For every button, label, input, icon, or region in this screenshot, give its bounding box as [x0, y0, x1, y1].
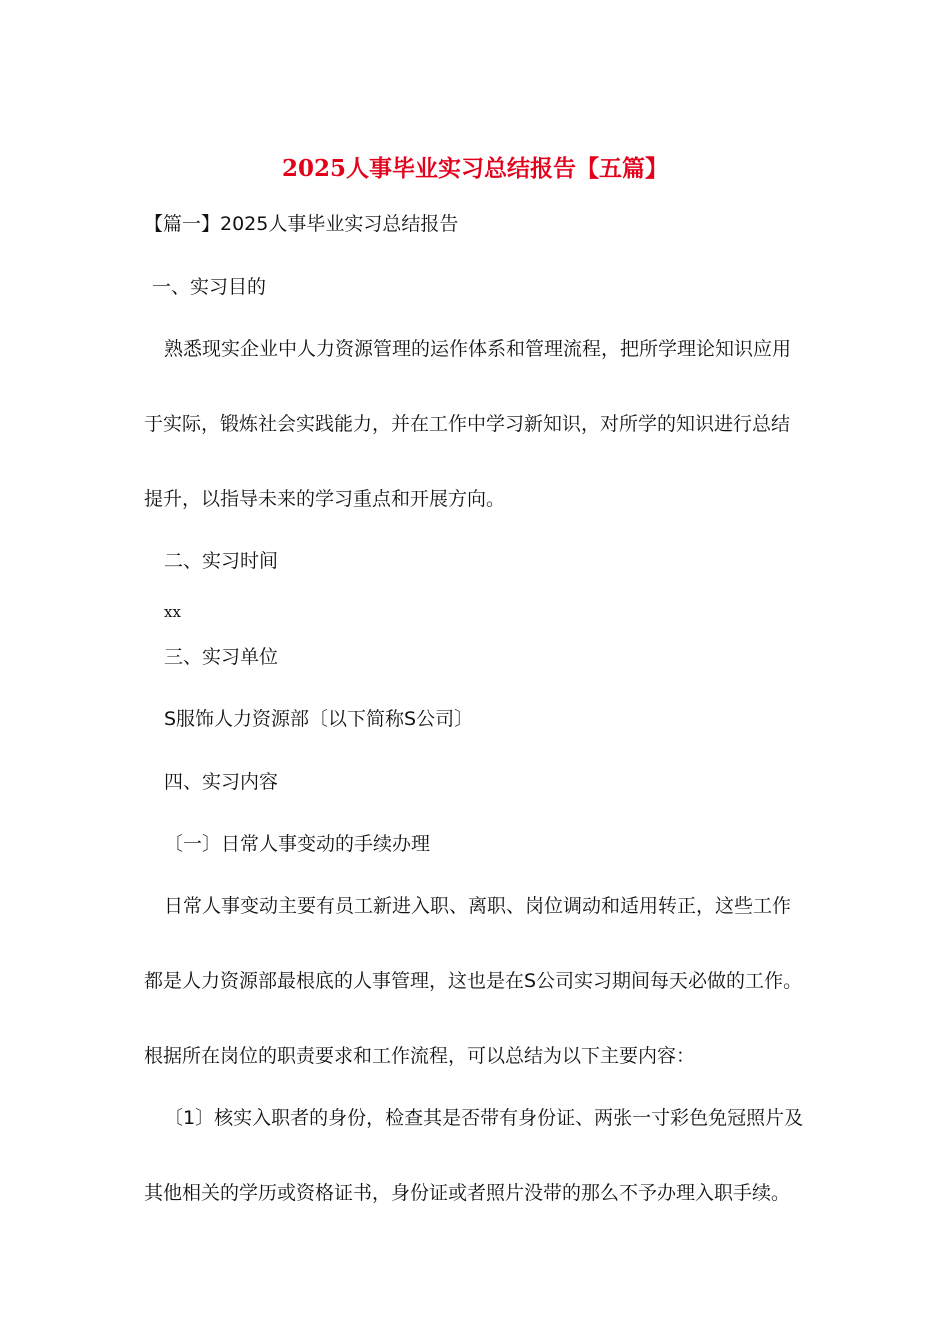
- subheading: 〔一〕日常人事变动的手续办理: [164, 833, 431, 855]
- paragraph-line: 提升，以指导未来的学习重点和开展方向。: [144, 488, 506, 510]
- section-heading: 【篇一】2025人事毕业实习总结报告: [144, 213, 459, 235]
- unit-value: S服饰人力资源部〔以下简称S公司〕: [164, 708, 474, 730]
- paragraph-line: 熟悉现实企业中人力资源管理的运作体系和管理流程，把所学理论知识应用: [164, 338, 792, 360]
- document-title: 2025人事毕业实习总结报告【五篇】: [281, 155, 668, 182]
- paragraph-line: 根据所在岗位的职责要求和工作流程，可以总结为以下主要内容：: [144, 1045, 696, 1067]
- paragraph-line: 其他相关的学历或资格证书，身份证或者照片没带的那么不予办理入职手续。: [144, 1182, 791, 1204]
- heading-purpose: 一、实习目的: [152, 276, 267, 298]
- paragraph-line: 都是人力资源部最根底的人事管理，这也是在S公司实习期间每天必做的工作。: [144, 970, 803, 992]
- paragraph-line: 日常人事变动主要有员工新进入职、离职、岗位调动和适用转正，这些工作: [164, 895, 792, 917]
- heading-unit: 三、实习单位: [164, 646, 279, 668]
- heading-content: 四、实习内容: [164, 771, 279, 793]
- paragraph-line: 于实际，锻炼社会实践能力，并在工作中学习新知识，对所学的知识进行总结: [144, 413, 791, 435]
- paragraph-line: 〔1〕核实入职者的身份，检查其是否带有身份证、两张一寸彩色免冠照片及: [164, 1107, 804, 1129]
- time-value: xx: [164, 603, 181, 621]
- heading-time: 二、实习时间: [164, 550, 279, 572]
